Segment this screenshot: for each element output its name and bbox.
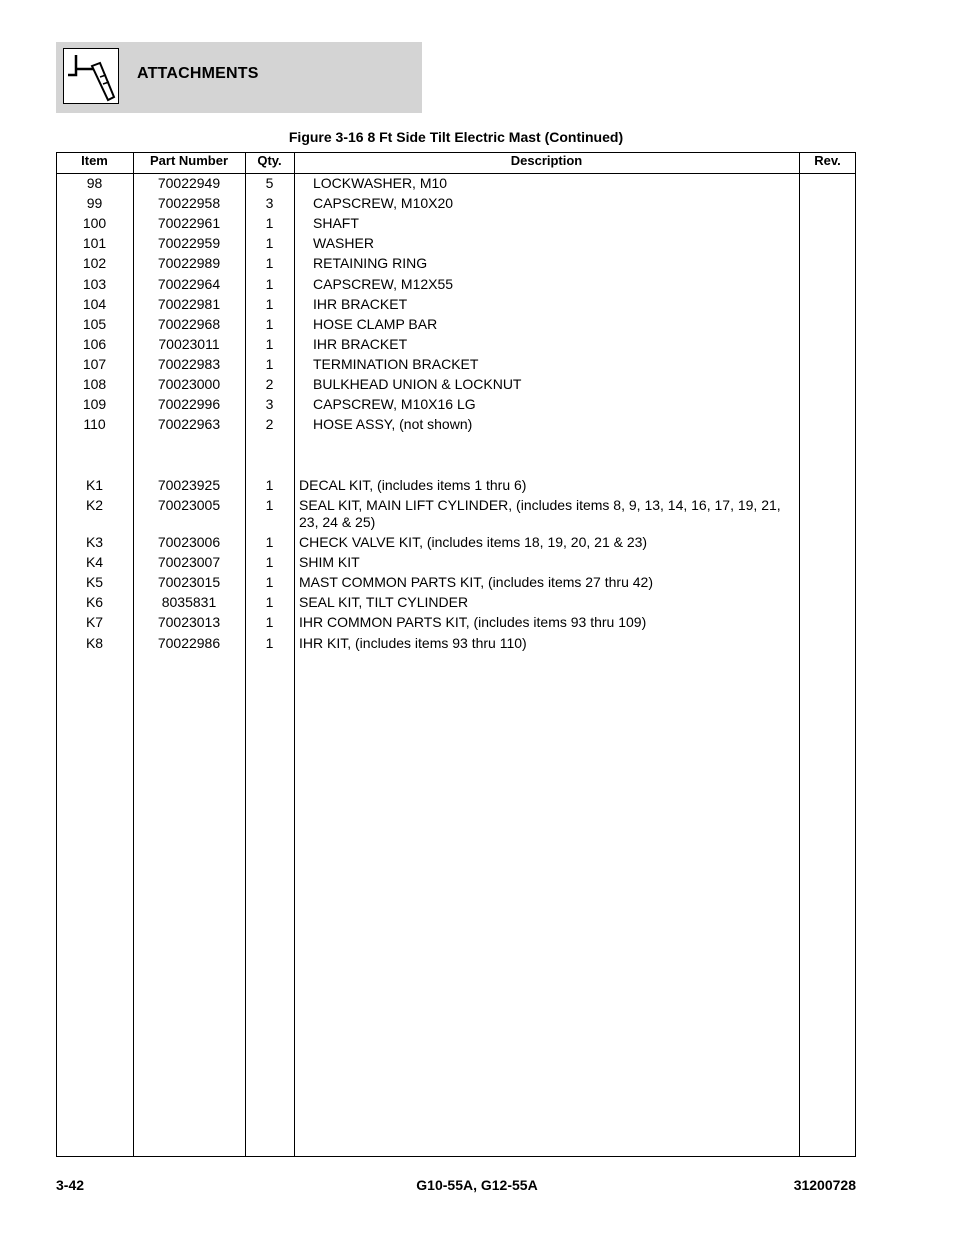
table-cell-item: K1 bbox=[85, 477, 104, 493]
table-cell-qty: 1 bbox=[265, 614, 274, 630]
table-cell-item: K3 bbox=[85, 534, 104, 550]
header-divider bbox=[56, 173, 856, 174]
table-cell-qty: 1 bbox=[265, 356, 274, 372]
table-cell-part-number: 70023013 bbox=[157, 614, 221, 630]
figure-title: Figure 3-16 8 Ft Side Tilt Electric Mast (Continued) bbox=[288, 129, 624, 145]
table-cell-part-number: 70022989 bbox=[157, 255, 221, 271]
page-number: 3-42 bbox=[56, 1177, 85, 1193]
table-cell-qty: 1 bbox=[265, 255, 274, 271]
table-cell-item: 102 bbox=[82, 255, 107, 271]
table-cell-qty: 1 bbox=[265, 534, 274, 550]
table-cell-qty: 1 bbox=[265, 235, 274, 251]
table-cell-item: 99 bbox=[86, 195, 103, 211]
table-cell-qty: 1 bbox=[265, 215, 274, 231]
table-cell-part-number: 70022996 bbox=[157, 396, 221, 412]
table-cell-description: CHECK VALVE KIT, (includes items 18, 19, 20, 21 & 23) bbox=[299, 534, 648, 550]
table-cell-item: 101 bbox=[82, 235, 107, 251]
table-cell-description: SEAL KIT, MAIN LIFT CYLINDER, (includes items 8, 9, 13, 14, 16, 17, 19, 21, 23, 24 & 25) bbox=[299, 497, 781, 530]
table-cell-part-number: 70022958 bbox=[157, 195, 221, 211]
table-cell-qty: 1 bbox=[265, 594, 274, 610]
table-cell-item: 107 bbox=[82, 356, 107, 372]
column-divider bbox=[799, 152, 800, 1157]
table-cell-description: HOSE ASSY, (not shown) bbox=[313, 416, 473, 432]
table-cell-qty: 3 bbox=[265, 195, 274, 211]
table-cell-description: IHR BRACKET bbox=[313, 296, 408, 312]
table-cell-item: 109 bbox=[82, 396, 107, 412]
table-cell-part-number: 70022983 bbox=[157, 356, 221, 372]
table-cell-item: 103 bbox=[82, 276, 107, 292]
table-cell-qty: 1 bbox=[265, 276, 274, 292]
table-cell-qty: 1 bbox=[265, 316, 274, 332]
wrench-icon bbox=[63, 48, 119, 104]
table-cell-item: K5 bbox=[85, 574, 104, 590]
table-cell-item: 106 bbox=[82, 336, 107, 352]
table-cell-part-number: 8035831 bbox=[161, 594, 217, 610]
table-cell-description: MAST COMMON PARTS KIT, (includes items 27 thru 42) bbox=[299, 574, 653, 590]
table-cell-description: CAPSCREW, M10X16 LG bbox=[313, 396, 476, 412]
table-cell-description: CAPSCREW, M10X20 bbox=[313, 195, 454, 211]
table-cell-description: SHAFT bbox=[313, 215, 359, 231]
table-cell-description: SEAL KIT, TILT CYLINDER bbox=[299, 594, 469, 610]
table-cell-description: IHR BRACKET bbox=[313, 336, 408, 352]
table-cell-qty: 1 bbox=[265, 296, 274, 312]
table-cell-item: 98 bbox=[86, 175, 103, 191]
table-cell-part-number: 70022959 bbox=[157, 235, 221, 251]
table-cell-item: 100 bbox=[82, 215, 107, 231]
table-cell-description: RETAINING RING bbox=[313, 255, 428, 271]
table-cell-description: SHIM KIT bbox=[299, 554, 360, 570]
document-number: 31200728 bbox=[793, 1177, 856, 1193]
table-cell-part-number: 70023011 bbox=[158, 336, 220, 352]
column-header-part-number: Part Number bbox=[149, 153, 229, 168]
table-cell-description: CAPSCREW, M12X55 bbox=[313, 276, 454, 292]
table-cell-description: IHR COMMON PARTS KIT, (includes items 93 thru 109) bbox=[299, 614, 647, 630]
table-cell-item: 104 bbox=[82, 296, 107, 312]
table-cell-qty: 5 bbox=[265, 175, 274, 191]
table-cell-part-number: 70022949 bbox=[157, 175, 221, 191]
table-cell-part-number: 70022964 bbox=[157, 276, 221, 292]
table-cell-item: 108 bbox=[82, 376, 107, 392]
table-cell-description: IHR KIT, (includes items 93 thru 110) bbox=[299, 635, 527, 651]
table-cell-part-number: 70023925 bbox=[157, 477, 221, 493]
table-cell-qty: 1 bbox=[265, 574, 274, 590]
table-cell-description: HOSE CLAMP BAR bbox=[313, 316, 438, 332]
table-cell-item: 105 bbox=[82, 316, 107, 332]
table-cell-item: 110 bbox=[83, 416, 106, 432]
table-cell-qty: 2 bbox=[265, 376, 274, 392]
table-cell-part-number: 70022981 bbox=[157, 296, 221, 312]
table-cell-part-number: 70022961 bbox=[157, 215, 221, 231]
table-cell-part-number: 70023006 bbox=[157, 534, 221, 550]
table-cell-part-number: 70023015 bbox=[157, 574, 221, 590]
table-cell-qty: 1 bbox=[265, 635, 274, 651]
table-cell-description: TERMINATION BRACKET bbox=[313, 356, 479, 372]
section-title: ATTACHMENTS bbox=[137, 65, 259, 82]
column-divider bbox=[294, 152, 295, 1157]
table-cell-item: K8 bbox=[85, 635, 104, 651]
table-cell-qty: 3 bbox=[265, 396, 274, 412]
column-header-item: Item bbox=[81, 153, 108, 168]
table-cell-qty: 1 bbox=[265, 477, 274, 493]
table-cell-description: WASHER bbox=[313, 235, 374, 251]
table-cell-part-number: 70023005 bbox=[157, 497, 221, 513]
table-cell-qty: 1 bbox=[265, 497, 274, 513]
table-cell-part-number: 70022986 bbox=[157, 635, 221, 651]
table-cell-qty: 1 bbox=[265, 554, 274, 570]
table-cell-part-number: 70022968 bbox=[157, 316, 221, 332]
column-header-qty: Qty. bbox=[257, 153, 282, 168]
column-header-rev: Rev. bbox=[814, 153, 841, 168]
table-cell-item: K2 bbox=[85, 497, 104, 513]
column-header-description: Description bbox=[510, 153, 583, 168]
table-cell-part-number: 70023007 bbox=[157, 554, 221, 570]
model-number: G10-55A, G12-55A bbox=[416, 1177, 538, 1193]
table-cell-part-number: 70023000 bbox=[157, 376, 221, 392]
table-cell-description: LOCKWASHER, M10 bbox=[313, 175, 448, 191]
table-cell-part-number: 70022963 bbox=[157, 416, 221, 432]
table-cell-item: K6 bbox=[85, 594, 104, 610]
table-cell-description: DECAL KIT, (includes items 1 thru 6) bbox=[299, 477, 527, 493]
table-cell-qty: 2 bbox=[265, 416, 274, 432]
table-cell-item: K4 bbox=[85, 554, 104, 570]
table-cell-qty: 1 bbox=[265, 336, 274, 352]
table-cell-description: BULKHEAD UNION & LOCKNUT bbox=[313, 376, 522, 392]
table-cell-item: K7 bbox=[85, 614, 104, 630]
